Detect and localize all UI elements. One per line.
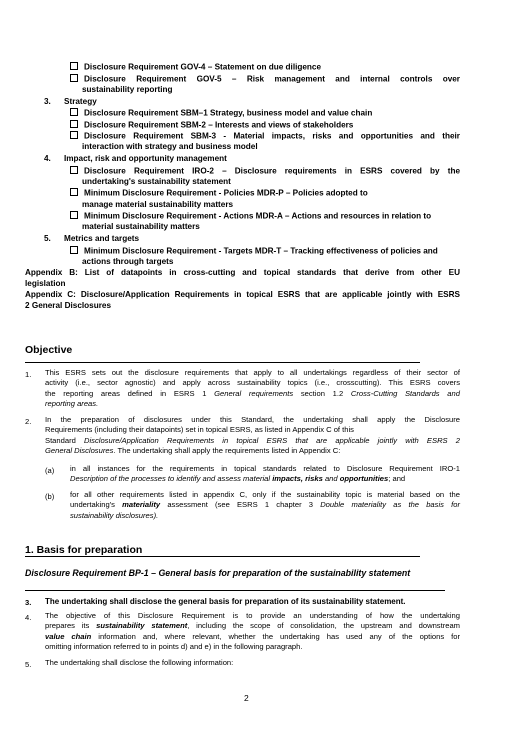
heading-rule (25, 556, 420, 557)
list-label-b: (b) (45, 492, 55, 501)
toc-appendix-c-cont: 2 General Disclosures (25, 301, 112, 310)
toc-item-mdrp-cont: manage material sustainability matters (82, 200, 234, 209)
checkbox-icon (70, 74, 78, 82)
objective-paragraph-1: This ESRS sets out the disclosure requirements that apply to all undertakings regardless of their sector of activity (i.e., sector agnostic) and apply across sustainability topics (i.e., crosscutting). This ESRS covers the reporting areas defined in ESRS 1 General requirements section 1.2 Cross-Cutting Standards and reporting areas. (45, 368, 460, 409)
objective-paragraph-2: In the preparation of disclosures under this Standard, the undertaking shall apply the Disclosure Requirements (including their datapoints) set in topical ESRS, as listed in Appendix C of this Standard Disclosure/Application Requirements in topical ESRS that are applicable jointly with ESRS 2 General Disclosures. The undertaking shall apply the requirements listed in Appendix C: (45, 415, 461, 456)
toc-section-iro: Impact, risk and opportunity management (64, 154, 227, 163)
paragraph-number: 5. (25, 660, 32, 669)
paragraph-number: 3. (25, 598, 32, 607)
basis-paragraph-4: The objective of this Disclosure Requirement is to provide an understanding of how the undertaking prepares its sustainability statement, including the scope of consolidation, the upstream and downstream value chain information and, where relevant, whether the undertaking has used any of the options for omitting information referred to in points d) and e) in the following paragraph. (45, 611, 461, 652)
checkbox-icon (70, 211, 78, 219)
checkbox-icon (70, 62, 78, 70)
toc-item-gov5: Disclosure Requirement GOV-5 – Risk management and internal controls over (70, 74, 460, 85)
toc-item-sbm1: Disclosure Requirement SBM–1 Strategy, business model and value chain (70, 108, 372, 119)
basis-paragraph-5: The undertaking shall disclose the following information: (45, 658, 234, 667)
title-rule (25, 590, 445, 591)
toc-item-sbm3-cont: interaction with strategy and business model (82, 142, 258, 151)
toc-section-number: 3. (44, 97, 51, 106)
toc-section-metrics: Metrics and targets (64, 234, 140, 243)
checkbox-icon (70, 188, 78, 196)
toc-item-iro2: Disclosure Requirement IRO-2 – Disclosure requirements in ESRS covered by the (70, 166, 460, 177)
checkbox-icon (70, 131, 78, 139)
toc-item-mdrt: Minimum Disclosure Requirement - Targets MDR-T – Tracking effectiveness of policies and (70, 246, 438, 257)
toc-item-mdrt-cont: actions through targets (82, 257, 174, 266)
toc-appendix-b-cont: legislation (25, 279, 66, 288)
objective-heading: Objective (25, 344, 73, 356)
toc-item-sbm2: Disclosure Requirement SBM-2 – Interests and views of stakeholders (70, 120, 353, 131)
paragraph-number: 4. (25, 613, 32, 622)
basis-heading: 1. Basis for preparation (25, 544, 143, 556)
toc-item-gov4: Disclosure Requirement GOV-4 – Statement on due diligence (70, 62, 321, 73)
list-label-a: (a) (45, 466, 55, 475)
toc-section-number: 4. (44, 154, 51, 163)
checkbox-icon (70, 246, 78, 254)
toc-item-sbm3: Disclosure Requirement SBM-3 - Material impacts, risks and opportunities and their (70, 131, 460, 142)
checkbox-icon (70, 166, 78, 174)
disclosure-requirement-title: Disclosure Requirement BP-1 – General basis for preparation of the sustainability statement (25, 568, 411, 578)
basis-paragraph-3: The undertaking shall disclose the general basis for preparation of its sustainability statement. (45, 597, 406, 606)
heading-rule (25, 362, 420, 363)
paragraph-number: 2. (25, 417, 32, 426)
toc-item-mdrp: Minimum Disclosure Requirement - Policies MDR-P – Policies adopted to (70, 188, 368, 199)
toc-item-gov5-cont: sustainability reporting (82, 85, 173, 94)
toc-appendix-b: Appendix B: List of datapoints in cross-cutting and topical standards that derive from other EU (25, 268, 460, 277)
checkbox-icon (70, 108, 78, 116)
page-number: 2 (244, 693, 249, 703)
paragraph-number: 1. (25, 370, 32, 379)
toc-appendix-c: Appendix C: Disclosure/Application Requirements in topical ESRS that are applicable jointly with ESRS (25, 290, 460, 299)
checkbox-icon (70, 120, 78, 128)
toc-item-mdra-cont: material sustainability matters (82, 222, 200, 231)
toc-item-mdra: Minimum Disclosure Requirement - Actions MDR-A – Actions and resources in relation to (70, 211, 431, 222)
objective-item-a: in all instances for the requirements in topical standards related to Disclosure Requirement IRO-1 Description of the processes to identify and assess material impacts, risks and opportunities; and (70, 464, 460, 484)
toc-section-strategy: Strategy (64, 97, 97, 106)
objective-item-b: for all other requirements listed in appendix C, only if the sustainability topic is material based on the undertaking's materiality assessment (see ESRS 1 chapter 3 Double materiality as the basis for sustainability disclosures). (70, 490, 460, 520)
toc-section-number: 5. (44, 234, 51, 243)
toc-item-iro2-cont: undertaking's sustainability statement (82, 177, 231, 186)
